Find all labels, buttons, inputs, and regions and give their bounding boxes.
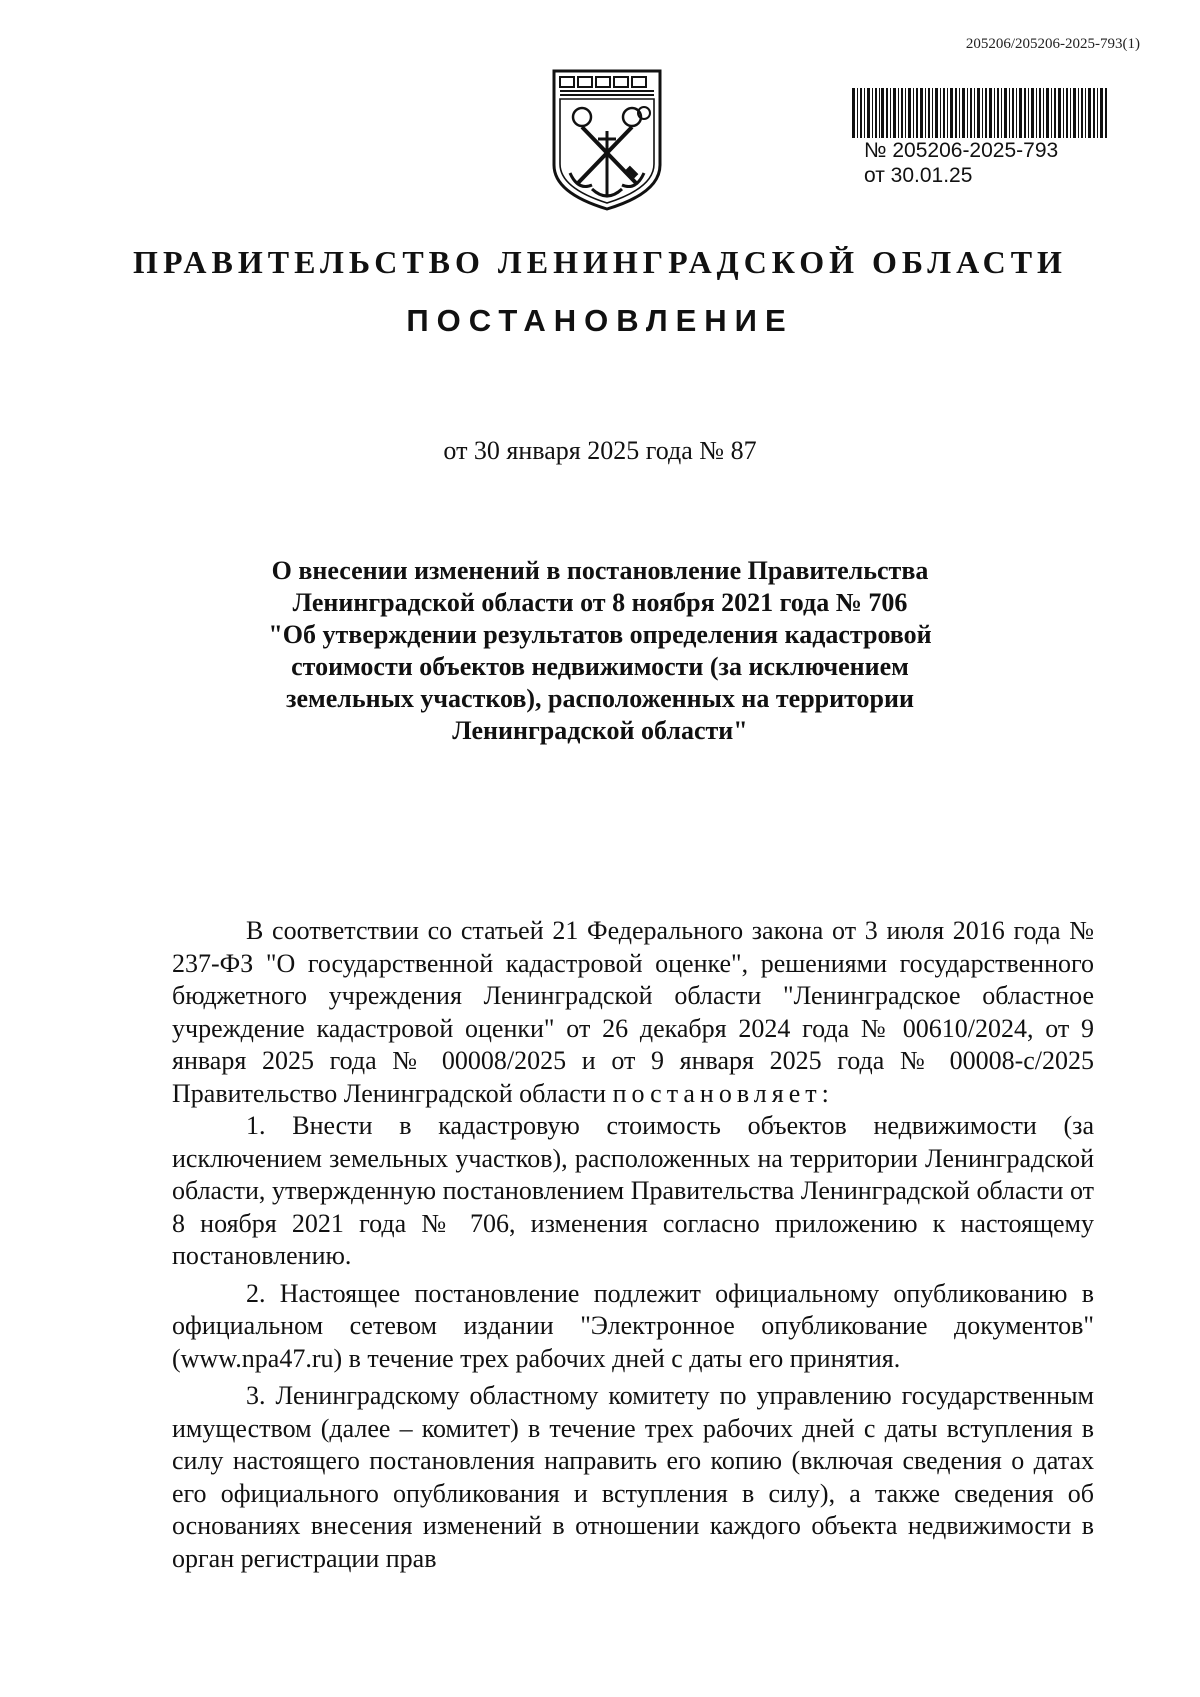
coat-of-arms-icon [548,65,666,213]
item-paragraph-3: 3. Ленинградскому областному комитету по управлению государственным имуществом (далее – комитет) в течение трех рабочих дней с даты вступления в силу настоящего постановления направить его копию (включая сведения о датах его официального опубликования и вступления в силу), а также сведения об основаниях внесения изменений в отношении каждого объекта недвижимости в орган регистрации прав [172,1381,1094,1573]
preamble-paragraph [172,915,1094,1110]
heading-line: стоимости объектов недвижимости (за исключением [291,652,909,681]
preamble-text: В соответствии со статьей 21 Федерального закона от 3 июля 2016 года № 237-ФЗ "О государственной кадастровой оценке", решениями государственного бюджетного учреждения Ленинградской области "Ленинградское областное учреждение кадастровой оценки" от 26 декабря 2024 года № 00610/2024, от 9 января 2025 года № 00008/2025 и от 9 января 2025 года № 00008-с/2025 Правительство Ленинградской области [172,916,1094,1108]
registration-date: от 30.01.25 [864,164,973,187]
reference-code: 205206/205206-2025-793(1) [965,36,1140,52]
document-type: ПОСТАНОВЛЕНИЕ [406,303,794,338]
heading-line: О внесении изменений в постановление Правительства [271,556,929,585]
barcode-icon [850,88,1110,138]
resolves-word: постановляет: [612,1078,834,1108]
registration-stamp [850,88,1110,188]
organization-title: ПРАВИТЕЛЬСТВО ЛЕНИНГРАДСКОЙ ОБЛАСТИ [133,244,1067,280]
document-date-number: от 30 января 2025 года № 87 [443,436,757,465]
heading-line: Ленинградской области" [452,716,748,745]
document-heading [150,555,1050,747]
item-paragraph-1: 1. Внести в кадастровую стоимость объектов недвижимости (за исключением земельных участков), расположенных на территории Ленинградской области, утвержденную постановлением Правительства Ленинградской области от 8 ноября 2021 года № 706, изменения согласно приложению к настоящему постановлению. [172,1111,1094,1270]
registration-number: № 205206-2025-793 [864,139,1059,162]
heading-line: "Об утверждении результатов определения кадастровой [268,620,932,649]
heading-line: Ленинградской области от 8 ноября 2021 года № 706 [292,588,908,617]
document-body [172,915,1094,1580]
heading-line: земельных участков), расположенных на территории [286,684,914,713]
item-paragraph-2: 2. Настоящее постановление подлежит официальному опубликованию в официальном сетевом издании "Электронное опубликование документов" (www.npa47.ru) в течение трех рабочих дней с даты его принятия. [172,1278,1094,1373]
